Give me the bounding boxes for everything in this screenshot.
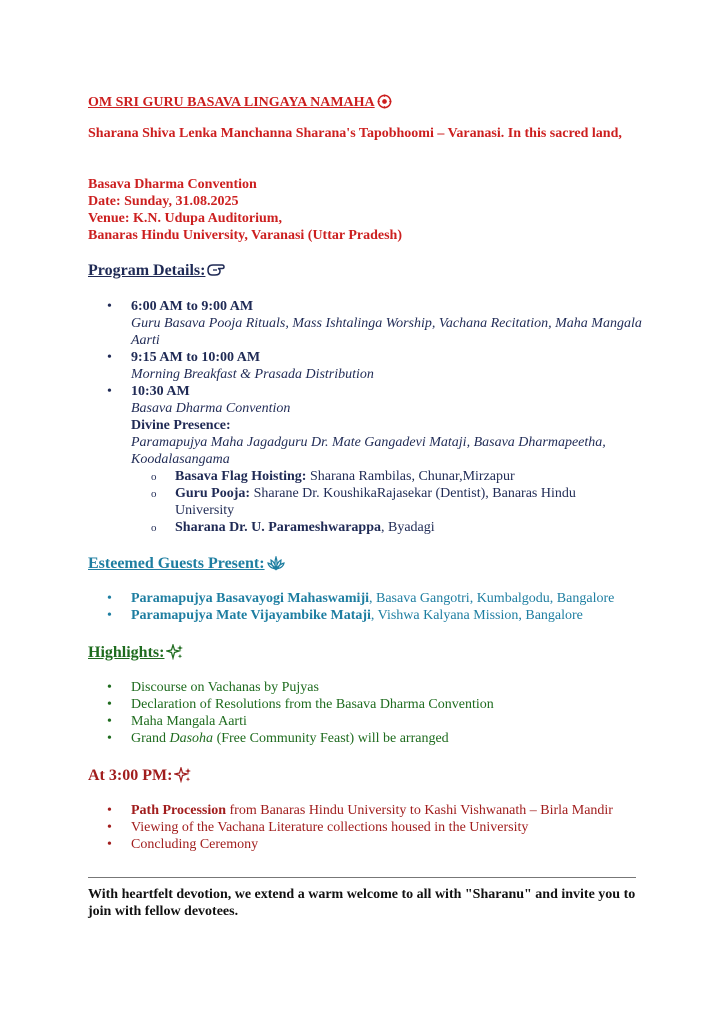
highlights-heading-text: Highlights: (88, 644, 165, 661)
intro-paragraph: Sharana Shiva Lenka Manchanna Sharana's Tapobhoomi – Varanasi. In this sacred land, (88, 126, 622, 141)
title-text: OM SRI GURU BASAVA LINGAYA NAMAHA (88, 95, 375, 110)
program-time: 6:00 AM to 9:00 AM (131, 299, 254, 314)
subitem-label: Basava Flag Hoisting: (175, 469, 307, 484)
afternoon-text: Viewing of the Vachana Literature collections housed in the University (131, 820, 529, 835)
afternoon-item (107, 836, 671, 853)
highlight-italic-text: Dasoha (169, 731, 214, 746)
bullet-icon: • (107, 608, 112, 623)
event-name: Basava Dharma Convention (88, 177, 257, 192)
highlight-item (107, 679, 651, 696)
program-time: 9:15 AM to 10:00 AM (131, 350, 261, 365)
event-location: Banaras Hindu University, Varanasi (Uttar Pradesh) (88, 228, 402, 243)
event-details (88, 176, 648, 244)
program-time: 10:30 AM (131, 384, 190, 399)
subitem-label: Guru Pooja: (175, 486, 251, 501)
program-subitem (151, 468, 615, 485)
program-subitem (151, 519, 615, 536)
bullet-icon: • (107, 803, 112, 818)
afternoon-item (107, 802, 671, 819)
guest-name: Paramapujya Mate Vijayambike Mataji (131, 608, 371, 623)
subitem-text: , Byadagi (381, 520, 435, 535)
highlight-text: Grand (131, 731, 170, 746)
guest-item (107, 607, 651, 624)
program-subitem (151, 485, 615, 519)
afternoon-heading-text: At 3:00 PM: (88, 767, 173, 784)
bullet-icon: • (107, 820, 112, 835)
bullet-icon: • (107, 714, 112, 729)
bullet-icon: • (107, 697, 112, 712)
afternoon-item (107, 819, 671, 836)
divine-presence-label: Divine Presence: (131, 418, 231, 433)
circle-bullet-icon: o (151, 471, 157, 483)
afternoon-heading (88, 767, 192, 787)
closing-paragraph: With heartfelt devotion, we extend a warm welcome to all with "Sharanu" and invite you to join with fellow devotees. (88, 887, 636, 919)
program-item (107, 383, 651, 536)
pointing-hand-icon (207, 262, 225, 282)
document-title (88, 94, 648, 114)
highlight-item (107, 730, 651, 747)
sparkle-icon (166, 644, 184, 664)
program-description: Basava Dharma Convention (131, 401, 291, 416)
guests-list (107, 590, 651, 624)
subitem-text: Sharane Dr. KoushikaRajasekar (Dentist), Banaras Hindu University (175, 486, 576, 518)
program-heading-text: Program Details: (88, 262, 206, 279)
event-venue: Venue: K.N. Udupa Auditorium, (88, 211, 282, 226)
highlight-item (107, 713, 651, 730)
subitem-label: Sharana Dr. U. Parameshwarappa (175, 520, 381, 535)
program-list (107, 298, 651, 536)
bullet-icon: • (107, 731, 112, 746)
bullet-icon: • (107, 591, 112, 606)
guest-affiliation: , Basava Gangotri, Kumbalgodu, Bangalore (369, 591, 615, 606)
highlight-text: Discourse on Vachanas by Pujyas (131, 680, 319, 695)
afternoon-text: from Banaras Hindu University to Kashi Vishwanath – Birla Mandir (226, 803, 613, 818)
highlight-text: (Free Community Feast) will be arranged (213, 731, 449, 746)
bullet-icon: • (107, 384, 112, 399)
highlight-text: Maha Mangala Aarti (131, 714, 247, 729)
circle-bullet-icon: o (151, 488, 157, 500)
bullet-icon: • (107, 350, 112, 365)
om-symbol-icon (377, 94, 392, 114)
guest-name: Paramapujya Basavayogi Mahaswamiji (131, 591, 369, 606)
guests-heading-text: Esteemed Guests Present: (88, 555, 265, 572)
bullet-icon: • (107, 837, 112, 852)
highlight-text: Declaration of Resolutions from the Basava Dharma Convention (131, 697, 494, 712)
afternoon-text: Concluding Ceremony (131, 837, 259, 852)
program-heading (88, 262, 225, 282)
bullet-icon: • (107, 680, 112, 695)
program-description: Morning Breakfast & Prasada Distribution (131, 367, 374, 382)
highlights-heading (88, 644, 184, 664)
guest-item (107, 590, 651, 607)
program-item (107, 349, 651, 383)
guest-affiliation: , Vishwa Kalyana Mission, Bangalore (370, 608, 583, 623)
guests-heading (88, 555, 285, 575)
divider-line (88, 877, 636, 878)
afternoon-bold-text: Path Procession (131, 803, 227, 818)
program-item (107, 298, 651, 349)
circle-bullet-icon: o (151, 522, 157, 534)
highlight-item (107, 696, 651, 713)
bullet-icon: • (107, 299, 112, 314)
subitem-text: Sharana Rambilas, Chunar,Mirzapur (306, 469, 515, 484)
afternoon-list (107, 802, 671, 853)
sparkle-icon (174, 767, 192, 787)
highlights-list (107, 679, 651, 747)
program-description: Guru Basava Pooja Rituals, Mass Ishtalinga Worship, Vachana Recitation, Maha Mangala Aarti (131, 316, 642, 348)
lotus-icon (267, 556, 285, 575)
event-date: Date: Sunday, 31.08.2025 (88, 194, 239, 209)
program-sublist (151, 468, 615, 536)
divine-presence-text: Paramapujya Maha Jagadguru Dr. Mate Gangadevi Mataji, Basava Dharmapeetha, Koodalasangama (131, 435, 606, 467)
